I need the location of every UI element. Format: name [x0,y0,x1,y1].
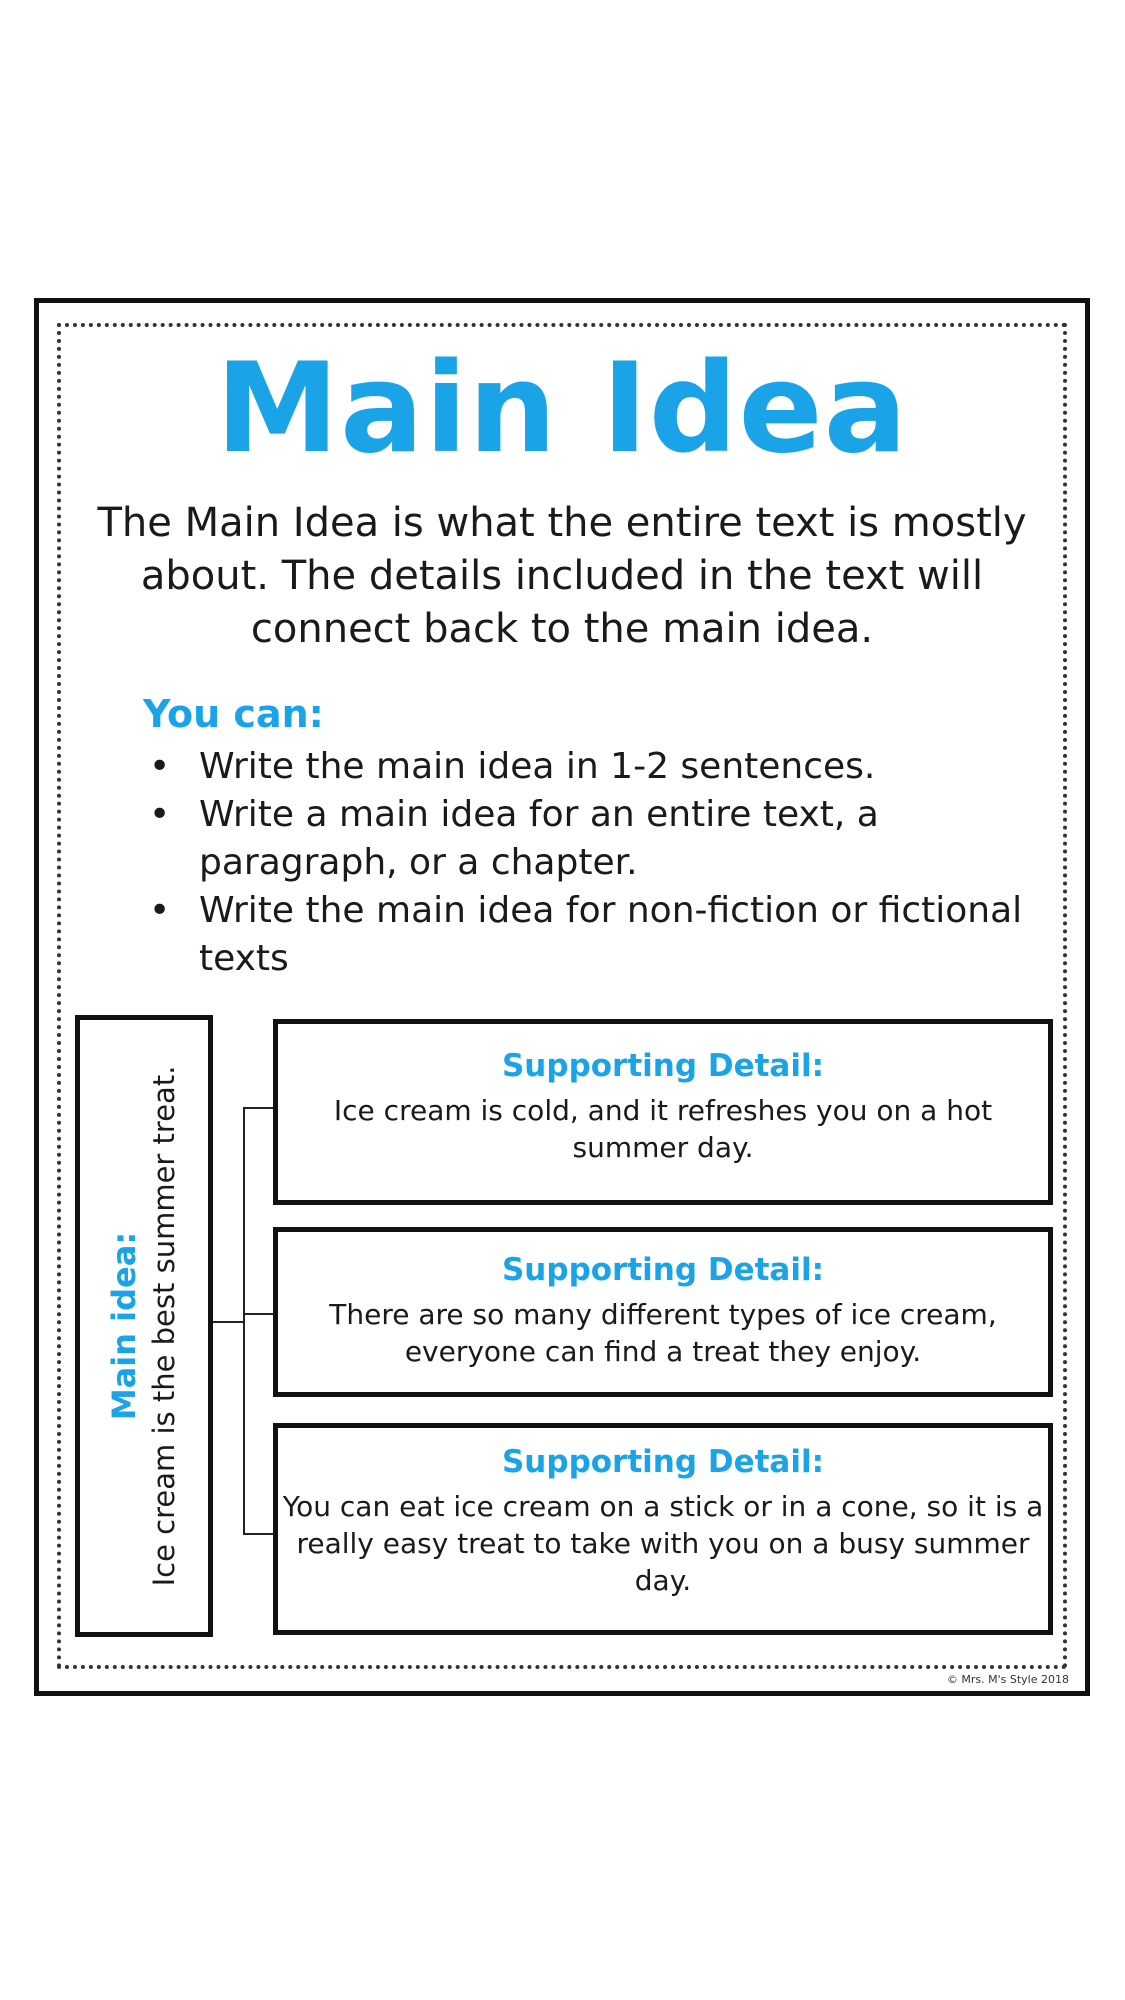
list-item-text: Write a main idea for an entire text, a paragraph, or a chapter. [199,794,879,883]
bullet-icon: • [149,746,171,787]
list-item [143,887,1023,983]
connector-line [243,1533,275,1535]
anchor-chart-poster [34,298,1090,1696]
supporting-detail-label: Supporting Detail: [501,1048,824,1084]
copyright-notice: © Mrs. M's Style 2018 [946,1673,1069,1686]
main-idea-label: Main idea: [105,1231,143,1421]
connector-line [243,1107,275,1109]
list-item [143,791,1023,887]
supporting-detail-box [273,1227,1053,1397]
connector-line [243,1313,275,1315]
list-item-text: Write the main idea for non-fiction or fictional texts [199,890,1023,979]
you-can-list [143,743,1023,983]
supporting-detail-text: You can eat ice cream on a stick or in a cone, so it is a really easy treat to take with you on a busy summer day. [282,1490,1044,1597]
supporting-detail-text: Ice cream is cold, and it refreshes you on a hot summer day. [333,1094,993,1164]
you-can-heading: You can: [143,692,324,736]
supporting-detail-box [273,1423,1053,1635]
main-idea-box [75,1015,213,1637]
main-idea-rotated-text [104,1025,184,1627]
list-item-text: Write the main idea in 1-2 sentences. [199,746,876,787]
page-title: Main Idea [215,337,909,481]
supporting-detail-text: There are so many different types of ice cream, everyone can find a treat they enjoy. [329,1298,997,1368]
bullet-icon: • [149,890,171,931]
bracket-line [243,1107,245,1535]
supporting-detail-box [273,1019,1053,1205]
list-item [143,743,1023,791]
supporting-detail-label: Supporting Detail: [501,1444,824,1480]
supporting-detail-label: Supporting Detail: [501,1252,824,1288]
intro-paragraph: The Main Idea is what the entire text is mostly about. The details included in the text will connect back to the main idea. [97,500,1027,652]
connector-line [213,1321,245,1323]
main-idea-text: Ice cream is the best summer treat. [147,1065,181,1587]
bullet-icon: • [149,794,171,835]
